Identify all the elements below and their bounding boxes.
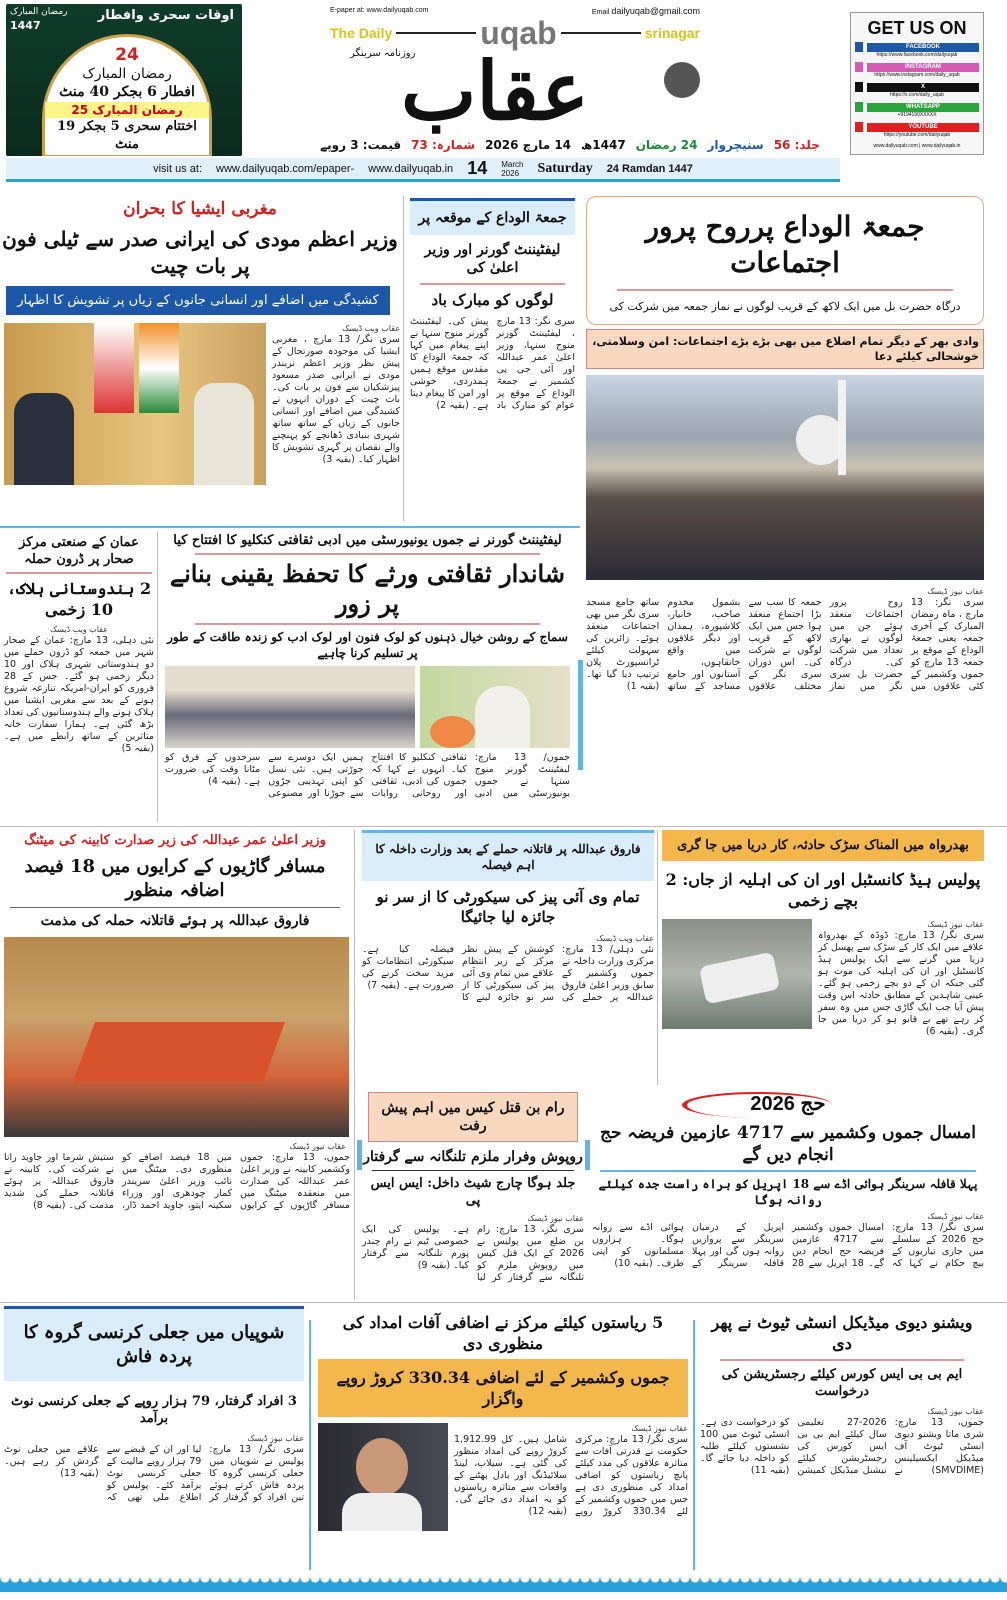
- lead-story: [586, 196, 984, 693]
- column-divider: [403, 196, 404, 521]
- mideast-byline: عقاب ویب ڈیسک: [342, 324, 400, 333]
- epaper-link[interactable]: www.dailyuqab.com/epaper-: [216, 162, 355, 175]
- amit-shah-photo: [318, 1423, 448, 1531]
- row-divider: [0, 826, 1007, 827]
- social-link-x[interactable]: [855, 82, 979, 99]
- social-link-instagram[interactable]: [855, 62, 979, 79]
- column-divider: [657, 830, 658, 1085]
- social-label: FACEBOOK: [867, 43, 979, 52]
- mideast-body: سری نگر/ 13 مارچ ، مغربی ایشیا کی موجودہ صورتحال کے پیش نظر وزیر اعظم نریندر مودی نے ایرانی صدر مسعود پیزشکیان سے فون پر بات کی۔ بات چیت کے دوران انہوں نے کشیدگی میں اضافے اور انسانی جانوں کے زیاں کے ساتھ ساتھ شہری بنیادی ڈھانچے کو پہنچنے والے نقصان پر گہری تشویش کا اظہار کیا۔ (بقیہ 3): [272, 334, 401, 465]
- accident-car-photo: [662, 919, 812, 1029]
- oman-kicker: عمان کے صنعتی مرکز صحار پر ڈرون حملہ: [19, 535, 139, 567]
- web-address[interactable]: www.dailyuqab.com | www.dailyuqab.in: [873, 143, 961, 149]
- modi-pezeshkian-photo: [4, 323, 266, 485]
- culture-story: [165, 532, 570, 800]
- mideast-headline: وزیر اعظم مودی کی ایرانی صدر سے ٹیلی فون پر بات چیت: [2, 227, 398, 278]
- cabinet-kicker: وزیر اعلیٰ عمر عبداللہ کی زیر صدارت کابینہ کی میٹنگ: [24, 833, 326, 848]
- accident-body: سری نگر/ 13 مارچ: ڈوڈہ کے بھدرواہ علاقے میں ایک کار کے سڑک سے پھسل کر دریا میں گرنے سے ایک پولیس ہیڈ کانسٹبل اور ان کی اہلیہ کی موت ہو گئی جبکہ ان کے دو بچے زخمی ہو گئے۔ عینی شاہدین کے مطابق حادثہ اس وقت پیش آیا جب ایک گاڑی جس میں وہ سفر کر رہے تھے بے قابو ہو کر دریا میں جا گری۔ (بقیہ 6): [818, 930, 984, 1037]
- shopian-body: سری نگر/ 13 مارچ: پولیس نے شوپیاں میں جعلی کرنسی گروہ کا پردہ فاش کرتے ہوئے تین افراد کو گرفتار کر لیا اور ان کے قبضے سے 79 ہزار روپے مالیت کے جعلی کرنسی نوٹ برآمد کئے۔ پولیس کو اطلاع ملی تھی کہ علاقے میں جعلی نوٹ گردش کر رہے ہیں۔ (بقیہ 13): [4, 1444, 304, 1503]
- smvdime-headline: ویشنو دیوی میڈیکل انسٹی ٹیوٹ نے پھر دی: [711, 1313, 973, 1353]
- hajj-byline: عقاب نیوز ڈیسک: [927, 1212, 984, 1221]
- cabinet-body: جموں، 13 مارچ: جموں وکشمیر کابینہ نے وزیر اعلیٰ عمر عبداللہ کی صدارت میں منعقدہ میٹنگ میں مسافر گاڑیوں کے کرایوں میں 18 فیصد اضافے کو منظوری دی۔ میٹنگ میں نائب وزیر اعلیٰ سریندر کمار چودھری اور وزراء سکینہ ایتو، جاوید احمد ڈار، ستیش شرما اور جاوید رانا نے شرکت کی۔ کابینہ نے فاروق عبداللہ پر ہوئے قاتلانہ حملے کی شدید مذمت کی۔ (بقیہ 8): [4, 1152, 350, 1211]
- weekday: Saturday: [537, 160, 593, 176]
- hajj-strap: پہلا قافلہ سرینگر ہوائی اڈے سے 18 اپریل کو براہ راست جدہ کیلئے روانہ ہوگا: [598, 1177, 978, 1207]
- greeting-story: [410, 198, 575, 412]
- whatsapp-icon: [855, 102, 863, 112]
- x-icon: [855, 82, 863, 92]
- month: March: [501, 159, 524, 169]
- ram-kicker: رام بن قتل کیس میں اہم پیش رفت: [368, 1092, 578, 1142]
- vip-byline: عقاب ویب ڈیسک: [596, 934, 654, 943]
- ramadan-day-25: 25 رمضان المبارک: [45, 102, 209, 118]
- lead-headline-box: [586, 196, 984, 325]
- email-label: Email: [591, 9, 610, 16]
- relief-headline: 5 ریاستوں کیلئے مرکز نے اضافی آفات امداد کی منظوری دی: [342, 1313, 664, 1353]
- accident-headline: پولیس ہیڈ کانسٹبل اور ان کی اہلیہ از جاں: 2 بچے زخمی: [665, 870, 981, 910]
- vip-headline: تمام وی آئی پیز کی سیکورٹی کا از سر نو جائزہ لیا جائیگا: [376, 888, 640, 926]
- ramadan-day-24: 24: [115, 45, 139, 65]
- accident-story: [662, 830, 984, 1038]
- footer-border: [0, 1578, 1007, 1592]
- ram-subheadline: جلد ہوگا چارج شیٹ داخل: ایس ایس پی: [370, 1176, 576, 1208]
- lead-byline: عقاب نیوز ڈیسک: [927, 587, 984, 596]
- culture-body: جموں/ 13 مارچ: لیفٹیننٹ گورنر منوج سنہا نے جموں یونیورسٹی میں ادبی ثقافتی کنکلیو کا افتتاح کیا۔ انہوں نے کہا کہ جموں کی ادبی، ثقافتی اور روحانی روایات ہمیں ایک دوسرے سے جوڑتی ہیں۔ نئی نسل کو اپنی تہذیبی جڑوں سے جوڑنا اور مصنوعی سرحدوں کے فرق کو مٹانا وقت کی ضرورت ہے۔ (بقیہ 4): [165, 752, 570, 799]
- ram-story: [362, 1092, 584, 1284]
- facebook-icon: [855, 42, 863, 52]
- social-label: X: [867, 83, 979, 92]
- smvdime-story: [700, 1312, 984, 1477]
- culture-kicker: لیفٹیننٹ گورنر نے جموں یونیورسٹی میں ادبی ثقافتی کنکلیو کا افتتاح کیا: [173, 533, 562, 548]
- ramadan-box-title: اوقات سحری وافطار: [97, 8, 234, 23]
- social-link-facebook[interactable]: [855, 42, 979, 59]
- smvdime-body: جموں، 13 مارچ: شری ماتا ویشنو دیوی انسٹی ٹیوٹ آف میڈیکل ایکسیلینس (SMVDIME) نے 2026-27 تعلیمی سال کیلئے ایم بی بی ایس کورس کی رجسٹریشن کیلئے نیشنل میڈیکل کمیشن کو درخواست دی ہے۔ انسٹی ٹیوٹ میں 100 نشستوں کیلئے طلبہ کو داخلہ دیا جائے گا۔ (بقیہ 11): [700, 1417, 984, 1476]
- logo-urdu: عقاب: [401, 44, 589, 138]
- greeting-headline-2: لوگوں کو مبارک باد: [431, 291, 554, 309]
- lead-body: سری نگر: 13 مارچ ، ماہ رمضان المبارک کے آخری جمعہ یعنی جمعۃ الوداع کے موقع پر جمعہ 13 مارچ کو جموں وکشمیر کے کئی علاقوں میں روح پرور اجتماعات منعقد ہوئے جن میں لوگوں نے بھاری تعداد میں شرکت کی۔ درگاہ حضرت بل سری نگر میں نماز جمعہ کا سب سے بڑا اجتماع منعقد ہوا جس میں ایک لاکھ کے قریب لوگوں نے شرکت کی۔ اس دوران سری نگر کے مختلف علاقوں بشمول مخدوم صاحب، خانیار، کلاشپورہ، ہمدان اور دیگر علاقوں میں واقع خانقاہوں، آستانوں اور جامع مساجد کے ساتھ ساتھ جامع مسجد سری نگر میں بھی اجتماعات منعقد ہوئے۔ زائرین کی سہولت کیلئے ٹرانسپورٹ پلان ترتیب دیا گیا تھا۔ (بقیہ 1): [586, 597, 984, 692]
- cabinet-story: [0, 832, 350, 1212]
- row-divider: [0, 526, 580, 528]
- visit-label: visit us at:: [153, 162, 202, 175]
- column-divider: [578, 660, 583, 770]
- lead-headline: جمعۃ الوداع پرروح پرور اجتماعات: [645, 210, 925, 279]
- logo-english: uqab: [480, 15, 557, 51]
- column-divider: [357, 1140, 362, 1170]
- get-us-on-title: GET US ON: [867, 18, 967, 38]
- hijri-year-urdu: 1447ھ: [581, 138, 626, 152]
- social-label: WHATSAPP: [867, 103, 979, 112]
- logo-tagline: روزنامہ سرینگر: [350, 48, 416, 59]
- cabinet-headline: مسافر گاڑیوں کے کرایوں میں 18 فیصد اضافہ منظور: [24, 856, 326, 901]
- social-link-youtube[interactable]: [855, 122, 979, 139]
- ram-body: سری نگر، 13 مارچ: رام بن ضلع میں پولیس نے 2026 کے ایک قتل کیس میں روپوش ملزم کو تلنگانہ سے گرفتار کر لیا ہے۔ پولیس کی ایک خصوصی ٹیم نے رام چندر پورم تلنگانہ سے گرفتار کیا۔ (بقیہ 9): [362, 1224, 584, 1283]
- hajj-body: سری نگر/ 13 مارچ: حج 2026 کے سلسلے میں جاری تیاریوں کے بیچ حکام نے کہا کہ امسال جموں وکشمیر سے 4717 عازمین فریضہ حج انجام دیں گے۔ 18 اپریل سے 28 اپریل کے درمیان سرینگر سے پروازیں روانہ ہوں گی اور پہلا قافلہ سرینگر کے ہوائی اڈے سے روانہ ہوگا۔ ہزاروں مسلمانوں کو اپنی طرف۔ (بقیہ 10): [592, 1222, 984, 1269]
- greeting-body: سری نگر: 13 مارچ ، لیفٹیننٹ گورنر منوج سنہا، وزیر اعلیٰ عمر عبداللہ اور آئی جی پی کشمیر نے جمعۃ الوداع کے موقع پر عوام کو مبارک باد پیش کی۔ لیفٹیننٹ گورنر منوج سنہا نے اپنے پیغام میں کہا کہ جمعۃ الوداع کا مقدس موقع ہمیں ہمدردی، خوشی اور امن کا پیغام دیتا ہے۔ (بقیہ 2): [410, 316, 575, 411]
- ramzan-date: 24 رمضان: [635, 138, 698, 152]
- ram-headline: روپوش وفرار ملزم تلنگانہ سے گرفتار: [363, 1149, 583, 1165]
- price: قیمت: 3 روپے: [320, 138, 402, 152]
- oman-story: [4, 534, 154, 755]
- hazratbal-mosque-photo: [586, 375, 984, 580]
- smvdime-byline: عقاب نیوز ڈیسک: [927, 1407, 984, 1416]
- relief-body: سری نگر/ 13 مارچ: مرکزی حکومت نے قدرتی آفات سے متاثرہ علاقوں کی مدد کیلئے پانچ ریاستوں کو اضافی امداد کی منظوری دی ہے جس میں جموں وکشمیر کے لئے 330.34 کروڑ روپے شامل ہیں۔ کل 1,912.99 کروڑ روپے کی امداد منظور کی گئی ہے۔ سیلاب، لینڈ سلائیڈنگ اور بادل پھٹنے کے واقعات سے متاثرہ ریاستوں کو یہ امداد دی جائے گی۔ (بقیہ 12): [454, 1434, 688, 1517]
- social-link-whatsapp[interactable]: [855, 102, 979, 119]
- lg-speaking-photo: [420, 666, 570, 748]
- vip-story: [362, 830, 654, 1004]
- social-url: +9194190XXXXX: [897, 112, 937, 118]
- relief-byline: عقاب نیوز ڈیسک: [631, 1424, 688, 1433]
- social-media-box: [850, 12, 984, 155]
- row-divider: [0, 1302, 1007, 1303]
- ramadan-label: رمضان المبارک: [82, 66, 172, 82]
- vip-body: نئی دہلی/ 13 مارچ: مرکزی وزارت داخلہ نے جموں وکشمیر کے سابق وزیر اعلیٰ فاروق عبداللہ پر حملے کی کوشش کے پیش نظر مرکز کے زیر انتظام علاقے میں تمام وی آئی پیز کی سیکورٹی کا از سر نو جائزہ لینے کا فیصلہ کیا ہے۔ سیکورٹی انتظامات کو مزید سخت کرنے کی ضرورت ہے۔ (بقیہ 7): [362, 944, 654, 1003]
- mideast-story: [0, 198, 400, 485]
- cabinet-strap: فاروق عبداللہ پر ہوئے قاتلانہ حملہ کی مذمت: [40, 913, 310, 929]
- conclave-audience-photo: [165, 666, 415, 748]
- oman-body: نئی دہلی، 13 مارچ: عمان کے صحار شہر میں جمعہ کو ڈرون حملے میں دو ہندوستانی شہری ہلاک اور 10 دیگر زخمی ہو گئے۔ جس کے 28 فروری کو ایران-امریکہ تنازعہ شروع ہونے کے بعد سے مغربی ایشیا میں ہلاک ہونے والے ہندوستانیوں کی تعداد بڑھ گئی ہے۔ ہمارا سفارت خانہ متاثرین کے ساتھ رابطے میں ہے۔ (بقیہ 5): [4, 635, 154, 754]
- smvdime-strap: ایم بی بی ایس کورس کیلئے رجسٹریشن کی درخواست: [721, 1367, 963, 1399]
- dateline-bar: [6, 158, 840, 182]
- social-url: https://youtube.com/dailyuqab: [883, 132, 951, 138]
- email-address[interactable]: dailyuqab@gmail.com: [611, 6, 700, 16]
- column-divider: [157, 532, 158, 822]
- urdu-dateline: [300, 137, 840, 153]
- lead-subheadline: درگاہ حضرت بل میں ایک لاکھ کے قریب لوگوں نے نماز جمعہ میں شرکت کی: [609, 300, 961, 313]
- day-number: 14: [467, 158, 488, 178]
- column-divider: [309, 1320, 311, 1570]
- issue-number: شمارہ: 73: [411, 138, 476, 152]
- relief-story: [318, 1312, 688, 1531]
- social-label: YOUTUBE: [867, 123, 979, 132]
- year: 2026: [501, 168, 520, 178]
- ramadan-timings-box: [6, 4, 242, 156]
- masthead: [330, 6, 700, 136]
- social-url: https://x.com/daily_uqab: [890, 92, 944, 98]
- cabinet-byline: عقاب نیوز ڈیسک: [289, 1142, 346, 1151]
- accident-byline: عقاب نیوز ڈیسک: [927, 920, 984, 929]
- oman-headline: 2 ہندوستانی ہلاک، 10 زخمی: [6, 579, 152, 619]
- epaper-url[interactable]: E-paper at: www.dailyuqab.com: [330, 7, 429, 14]
- social-url: https://www.facebook.com/dailyuqab: [876, 52, 958, 58]
- mideast-kicker: مغربی ایشیا کا بحران: [123, 199, 277, 219]
- accident-kicker: بھدرواہ میں المناک سڑک حادثہ، کار دریا میں جا گری: [662, 830, 984, 861]
- weekday-urdu: سنیچروار: [707, 138, 764, 152]
- website-link[interactable]: www.dailyuqab.in: [368, 162, 454, 175]
- lead-strap: وادی بھر کے دیگر تمام اضلاع میں بھی بڑے بڑے اجتماعات: امن وسلامتی، خوشحالی کیلئے دعا: [586, 329, 984, 369]
- eagle-logo-icon: [664, 62, 700, 98]
- volume-number: جلد: 56: [773, 138, 820, 152]
- mideast-strap: کشیدگی میں اضافے اور انسانی جانوں کے زیاں پر تشویش کا اظہار: [6, 286, 390, 315]
- social-url: https://www.instagram.com/daily_uqab: [874, 72, 960, 78]
- column-divider: [354, 830, 355, 1300]
- column-divider: [693, 1320, 695, 1570]
- shopian-story: [4, 1306, 304, 1504]
- culture-headline: شاندار ثقافتی ورثے کا تحفظ یقینی بنانے پر زور: [170, 559, 565, 618]
- vip-kicker: فاروق عبداللہ پر قاتلانہ حملے کے بعد وزارت داخلہ کا اہم فیصلہ: [362, 830, 654, 881]
- shopian-byline: عقاب نیوز ڈیسک: [247, 1434, 304, 1443]
- social-label: INSTAGRAM: [867, 63, 979, 72]
- greeting-kicker: جمعۃ الوداع کے موقعہ پر: [410, 198, 575, 235]
- shopian-headline: شوپیاں میں جعلی کرنسی گروہ کا پردہ فاش: [4, 1309, 304, 1381]
- iftar-time: افطار 6 بجکر 40 منٹ: [59, 84, 195, 100]
- sehri-time: اختتام سحری 5 بجکر 19 منٹ: [57, 119, 197, 152]
- hijri-date: 24 Ramdan 1447: [606, 162, 693, 175]
- shopian-strap: 3 افراد گرفتار، 79 ہزار روپے کے جعلی کرنسی نوٹ برآمد: [11, 1394, 297, 1426]
- hajj-story: [592, 1090, 984, 1270]
- gregorian-date-urdu: 14 مارچ 2026: [485, 138, 572, 152]
- culture-strap: سماج کے روشن خیال ذہنوں کو لوک فنون اور لوک ادب کو زندہ طاقت کے طور پر تسلیم کرنا چاہیے: [167, 630, 568, 660]
- relief-strap: جموں وکشمیر کے لئے اضافی 330.34 کروڑ روپے واگزار: [318, 1359, 688, 1417]
- hajj-kicker: حج 2026: [750, 1093, 826, 1115]
- ram-byline: عقاب نیوز ڈیسک: [527, 1214, 584, 1223]
- greeting-headline: لیفٹیننٹ گورنر اور وزیر اعلیٰ کی: [424, 242, 561, 276]
- hijri-year: 1447: [10, 19, 41, 32]
- hajj-headline: امسال جموں وکشمیر سے 4717 عازمین فریضہ حج انجام دیں گے: [599, 1123, 977, 1165]
- the-daily-label: The Daily: [330, 25, 393, 41]
- youtube-icon: [855, 122, 863, 132]
- ramadan-box-subtitle: رمضان المبارک: [10, 7, 68, 17]
- city-label: srinagar: [644, 25, 700, 41]
- cabinet-meeting-photo: [4, 937, 349, 1137]
- instagram-icon: [855, 62, 863, 72]
- column-divider: [585, 1140, 590, 1170]
- oman-byline: عقاب ویب ڈیسک: [50, 625, 108, 634]
